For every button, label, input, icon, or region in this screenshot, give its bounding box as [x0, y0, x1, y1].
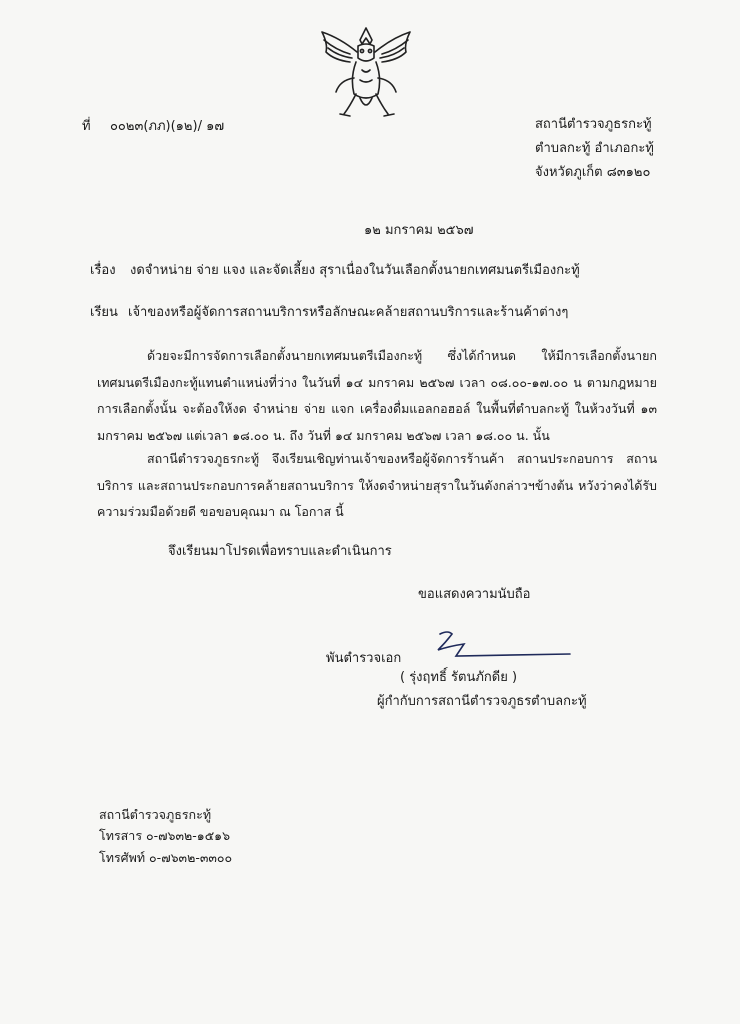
subject-text: งดจำหน่าย จ่าย แจง และจัดเลี้ยง สุราเนื่องในวันเลือกตั้งนายกเทศมนตรีเมืองกะทู้ — [130, 263, 580, 278]
ref-label: ที่ — [82, 119, 91, 134]
office-address-line-1: สถานีตำรวจภูธรกะทู้ — [535, 117, 652, 132]
office-address-line-3: จังหวัดภูเก็ต ๘๓๑๒๐ — [535, 165, 651, 180]
footer-phone: โทรศัพท์ ๐-๗๖๓๒-๓๓๐๐ — [99, 850, 233, 865]
to-label: เรียน — [90, 305, 118, 320]
ref-number: ๐๐๒๓(ภภ)(๑๒)/ ๑๗ — [110, 119, 225, 134]
to-text: เจ้าของหรือผู้จัดการสถานบริการหรือลักษณะคล้ายสถานบริการและร้านค้าต่างๆ — [128, 305, 569, 320]
body-paragraph-1-text: ด้วยจะมีการจัดการเลือกตั้งนายกเทศมนตรีเมืองกะทู้ ซึ่งได้กำหนด ให้มีการเลือกตั้งนายกเทศมนตรีเมืองกะทู้แทนตำแหน่งที่ว่าง ในวันที่ ๑๔ มกราคม ๒๕๖๗ เวลา ๐๘.๐๐-๑๗.๐๐ น ตามกฎหมายการเลือกตั้งนั้น จะต้องให้งด จำหน่าย จ่าย แจก เครื่องดื่มแอลกอฮอล์ ในพื้นที่ตำบลกะทู้ ในห้วงวันที่ ๑๓ มกราคม ๒๕๖๗ แต่เวลา ๑๘.๐๐ น. ถึง วันที่ ๑๔ มกราคม ๒๕๖๗ เวลา ๑๘.๐๐ น. นั้น — [97, 348, 657, 443]
signature-image — [420, 626, 580, 666]
signer-name: ( รุ่งฤทธิ์ รัตนภักดีย ) — [400, 670, 518, 685]
subject-label: เรื่อง — [90, 263, 116, 278]
letter-date: ๑๒ มกราคม ๒๕๖๗ — [364, 223, 474, 238]
garuda-emblem-icon — [310, 22, 422, 126]
closing: ขอแสดงความนับถือ — [418, 587, 531, 602]
footer-fax: โทรสาร ๐-๗๖๓๒-๑๕๑๖ — [99, 828, 231, 843]
body-paragraph-1 — [97, 343, 657, 449]
closing-request: จึงเรียนมาโปรดเพื่อทราบและดำเนินการ — [168, 544, 392, 559]
signer-title: ผู้กำกับการสถานีตำรวจภูธรตำบลกะทู้ — [377, 694, 587, 709]
body-paragraph-2-text: สถานีตำรวจภูธรกะทู้ จึงเรียนเชิญท่านเจ้าของหรือผู้จัดการร้านค้า สถานประกอบการ สถานบริการ และสถานประกอบการคล้ายสถานบริการ ให้งดจำหน่ายสุราในวันดังกล่าวฯข้างต้น หวังว่าคงได้รับความร่วมมือด้วยดี ขอขอบคุณมา ณ โอกาส นี้ — [97, 451, 657, 519]
office-address-line-2: ตำบลกะทู้ อำเภอกะทู้ — [535, 141, 654, 156]
body-paragraph-2 — [97, 446, 657, 526]
footer-office: สถานีตำรวจภูธรกะทู้ — [99, 807, 212, 822]
signer-rank: พันตำรวจเอก — [326, 651, 402, 666]
